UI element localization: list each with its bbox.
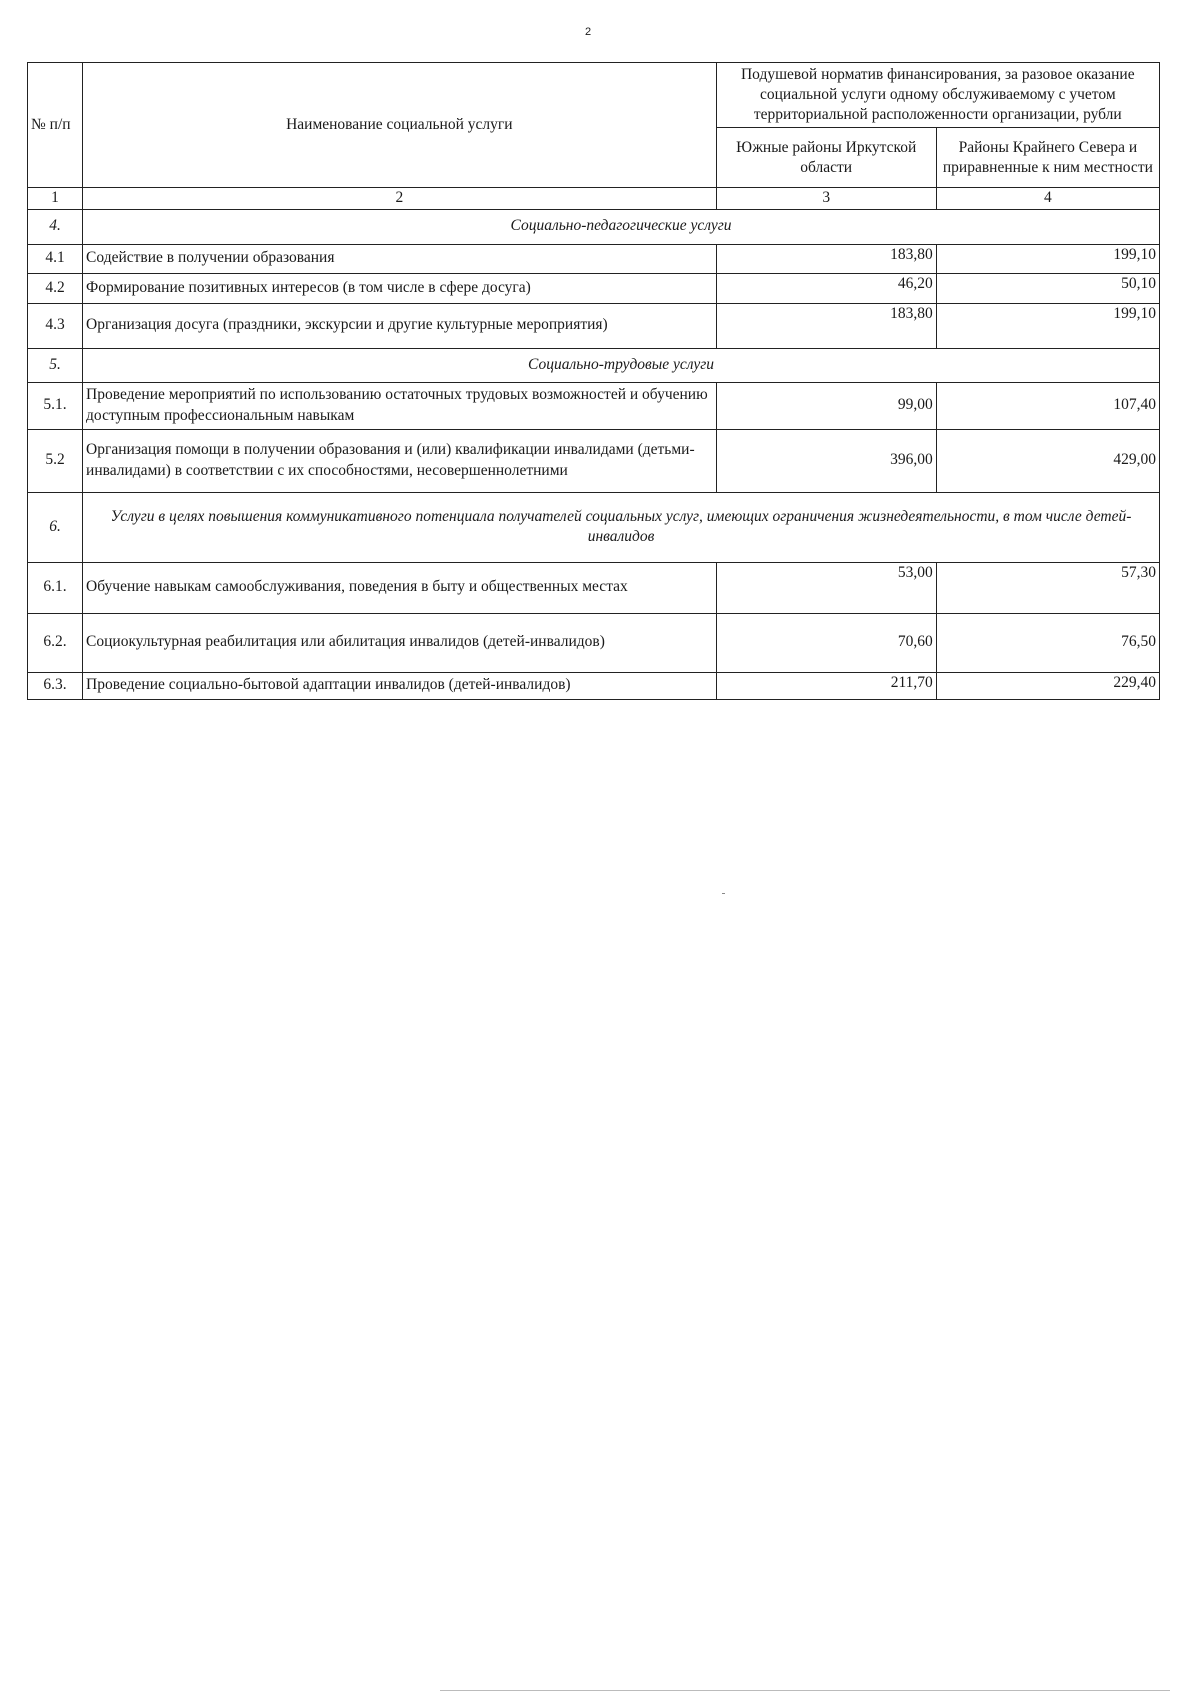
- south-value: 99,00: [716, 382, 936, 429]
- north-value: 76,50: [936, 613, 1159, 672]
- section-number: 6.: [28, 492, 83, 562]
- north-value: 199,10: [936, 303, 1159, 348]
- page-number: 2: [584, 26, 592, 38]
- row-number: 5.1.: [28, 382, 83, 429]
- table-row: [28, 672, 1160, 699]
- row-number: 6.3.: [28, 672, 83, 699]
- row-number: 5.2: [28, 429, 83, 492]
- south-value: 46,20: [716, 273, 936, 303]
- section-number: 4.: [28, 209, 83, 244]
- scan-edge-line: [440, 1690, 1170, 1691]
- header-norm: Подушевой норматив финансирования, за разовое оказание социальной услуги одному обслуживаемому с учетом территориальной расположенности организации, рубли: [716, 63, 1159, 128]
- south-value: 70,60: [716, 613, 936, 672]
- row-number: 4.3: [28, 303, 83, 348]
- south-value: 53,00: [716, 562, 936, 613]
- north-value: 199,10: [936, 244, 1159, 273]
- north-value: 429,00: [936, 429, 1159, 492]
- column-index: 1: [28, 188, 83, 209]
- column-index: 4: [936, 188, 1159, 209]
- table-row: [28, 562, 1160, 613]
- table-row: [28, 244, 1160, 273]
- row-number: 6.2.: [28, 613, 83, 672]
- service-name: Содействие в получении образования: [83, 244, 717, 273]
- table-row: [28, 613, 1160, 672]
- service-name: Формирование позитивных интересов (в том числе в сфере досуга): [83, 273, 717, 303]
- service-name: Организация досуга (праздники, экскурсии и другие культурные мероприятия): [83, 303, 717, 348]
- north-value: 229,40: [936, 672, 1159, 699]
- table-row: [28, 273, 1160, 303]
- south-value: 183,80: [716, 244, 936, 273]
- column-index: 3: [716, 188, 936, 209]
- scan-speck: [722, 893, 725, 894]
- service-name: Организация помощи в получении образования и (или) квалификации инвалидами (детьми-инвалидами) в соответствии с их способностями, несовершеннолетними: [83, 429, 717, 492]
- service-name: Социокультурная реабилитация или абилитация инвалидов (детей-инвалидов): [83, 613, 717, 672]
- header-south: Южные районы Иркутской области: [716, 128, 936, 188]
- table-row: [28, 382, 1160, 429]
- header-north: Районы Крайнего Севера и приравненные к ним местности: [936, 128, 1159, 188]
- south-value: 211,70: [716, 672, 936, 699]
- section-header-row: [28, 348, 1160, 382]
- row-number: 4.2: [28, 273, 83, 303]
- table-row: [28, 429, 1160, 492]
- north-value: 107,40: [936, 382, 1159, 429]
- header-name: Наименование социальной услуги: [83, 63, 717, 188]
- table-row: [28, 303, 1160, 348]
- header-num: № п/п: [28, 63, 83, 188]
- row-number: 4.1: [28, 244, 83, 273]
- north-value: 57,30: [936, 562, 1159, 613]
- north-value: 50,10: [936, 273, 1159, 303]
- south-value: 396,00: [716, 429, 936, 492]
- tariff-table: [27, 62, 1160, 700]
- service-name: Проведение социально-бытовой адаптации инвалидов (детей-инвалидов): [83, 672, 717, 699]
- section-title: Услуги в целях повышения коммуникативного потенциала получателей социальных услуг, имеющих ограничения жизнедеятельности, в том числе детей-инвалидов: [83, 492, 1160, 562]
- column-index-row: [28, 188, 1160, 209]
- row-number: 6.1.: [28, 562, 83, 613]
- service-name: Проведение мероприятий по использованию остаточных трудовых возможностей и обучению доступным профессиональным навыкам: [83, 382, 717, 429]
- section-title: Социально-трудовые услуги: [83, 348, 1160, 382]
- section-title: Социально-педагогические услуги: [83, 209, 1160, 244]
- section-header-row: [28, 209, 1160, 244]
- south-value: 183,80: [716, 303, 936, 348]
- section-number: 5.: [28, 348, 83, 382]
- section-header-row: [28, 492, 1160, 562]
- service-name: Обучение навыкам самообслуживания, поведения в быту и общественных местах: [83, 562, 717, 613]
- column-index: 2: [83, 188, 717, 209]
